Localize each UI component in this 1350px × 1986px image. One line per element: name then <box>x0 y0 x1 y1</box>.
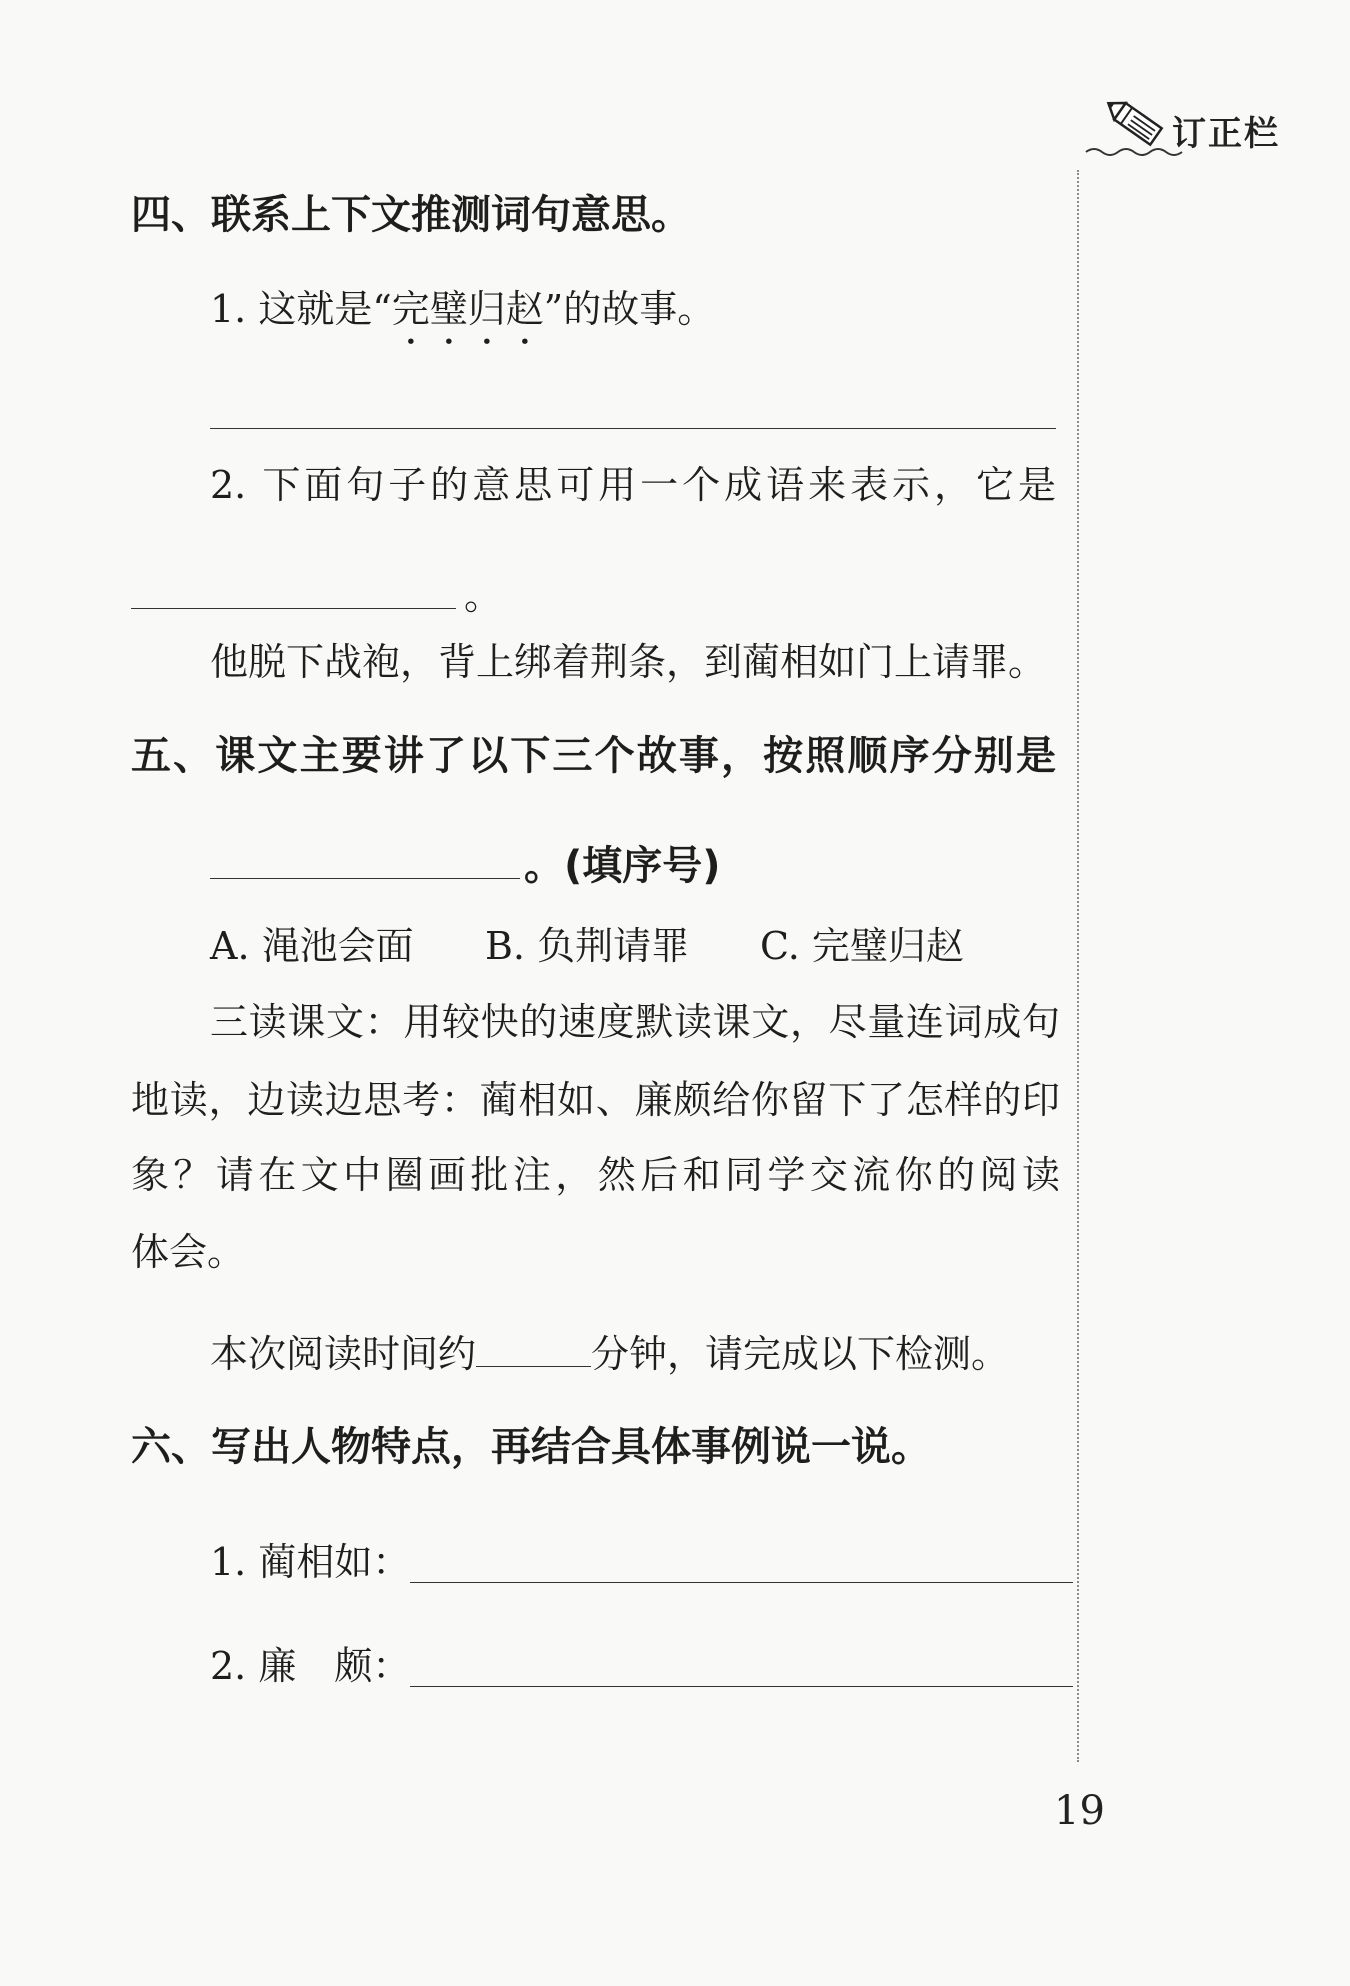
q2-blank-suffix: 。 <box>464 574 503 618</box>
reading-line-4: 体会。 <box>131 1230 246 1274</box>
option-a: A. 渑池会面 <box>210 924 414 968</box>
q2-sentence: 他脱下战袍，背上绑着荆条，到蔺相如门上请罪。 <box>210 640 1047 684</box>
q1-suffix: ”的故事。 <box>543 287 716 331</box>
reading-time-prefix: 本次阅读时间约 <box>210 1332 477 1376</box>
option-b: B. 负荆请罪 <box>485 924 690 968</box>
q1-answer-line <box>210 428 1056 429</box>
correction-column-label: 订正栏 <box>1172 114 1280 154</box>
character-item-2 <box>210 1644 1073 1688</box>
character-answer-line-2 <box>410 1685 1073 1687</box>
section5-title: 五、课文主要讲了以下三个故事，按照顺序分别是 <box>131 733 1056 779</box>
reading-time-blank <box>476 1365 591 1367</box>
section5-blank-suffix: 。(填序号) <box>524 843 721 889</box>
option-c: C. 完璧归赵 <box>760 924 964 968</box>
section4-question2: 2. 下面句子的意思可用一个成语来表示，它是 <box>210 463 1056 507</box>
reading-time-suffix: 分钟，请完成以下检测。 <box>591 1332 1010 1376</box>
section5-answer-blank <box>210 877 520 879</box>
q1-prefix: 1. 这就是“ <box>210 287 392 331</box>
character-item-1 <box>210 1540 1073 1584</box>
section6-title: 六、写出人物特点，再结合具体事例说一说。 <box>131 1424 931 1470</box>
character-label-2: 2. 廉 颇： <box>210 1644 411 1688</box>
reading-line-2: 地读，边读边思考：蔺相如、廉颇给你留下了怎样的印 <box>131 1078 1060 1122</box>
character-label-1: 1. 蔺相如： <box>210 1540 411 1584</box>
reading-line-3: 象？请在文中圈画批注，然后和同学交流你的阅读 <box>131 1153 1060 1197</box>
q2-answer-blank <box>131 607 456 609</box>
margin-divider <box>1077 170 1079 1762</box>
page-number: 19 <box>1054 1788 1105 1834</box>
q1-emphasized-idiom: 完璧归赵 <box>391 287 544 331</box>
pencil-icon <box>1084 94 1184 164</box>
character-answer-line-1 <box>410 1581 1073 1583</box>
section4-question1 <box>210 287 715 353</box>
q2-answer-row <box>131 574 503 618</box>
reading-time-row <box>210 1332 1010 1376</box>
reading-line-1: 三读课文：用较快的速度默读课文，尽量连词成句 <box>210 1000 1060 1044</box>
section5-answer-row <box>210 843 721 889</box>
section4-title: 四、联系上下文推测词句意思。 <box>131 192 691 238</box>
